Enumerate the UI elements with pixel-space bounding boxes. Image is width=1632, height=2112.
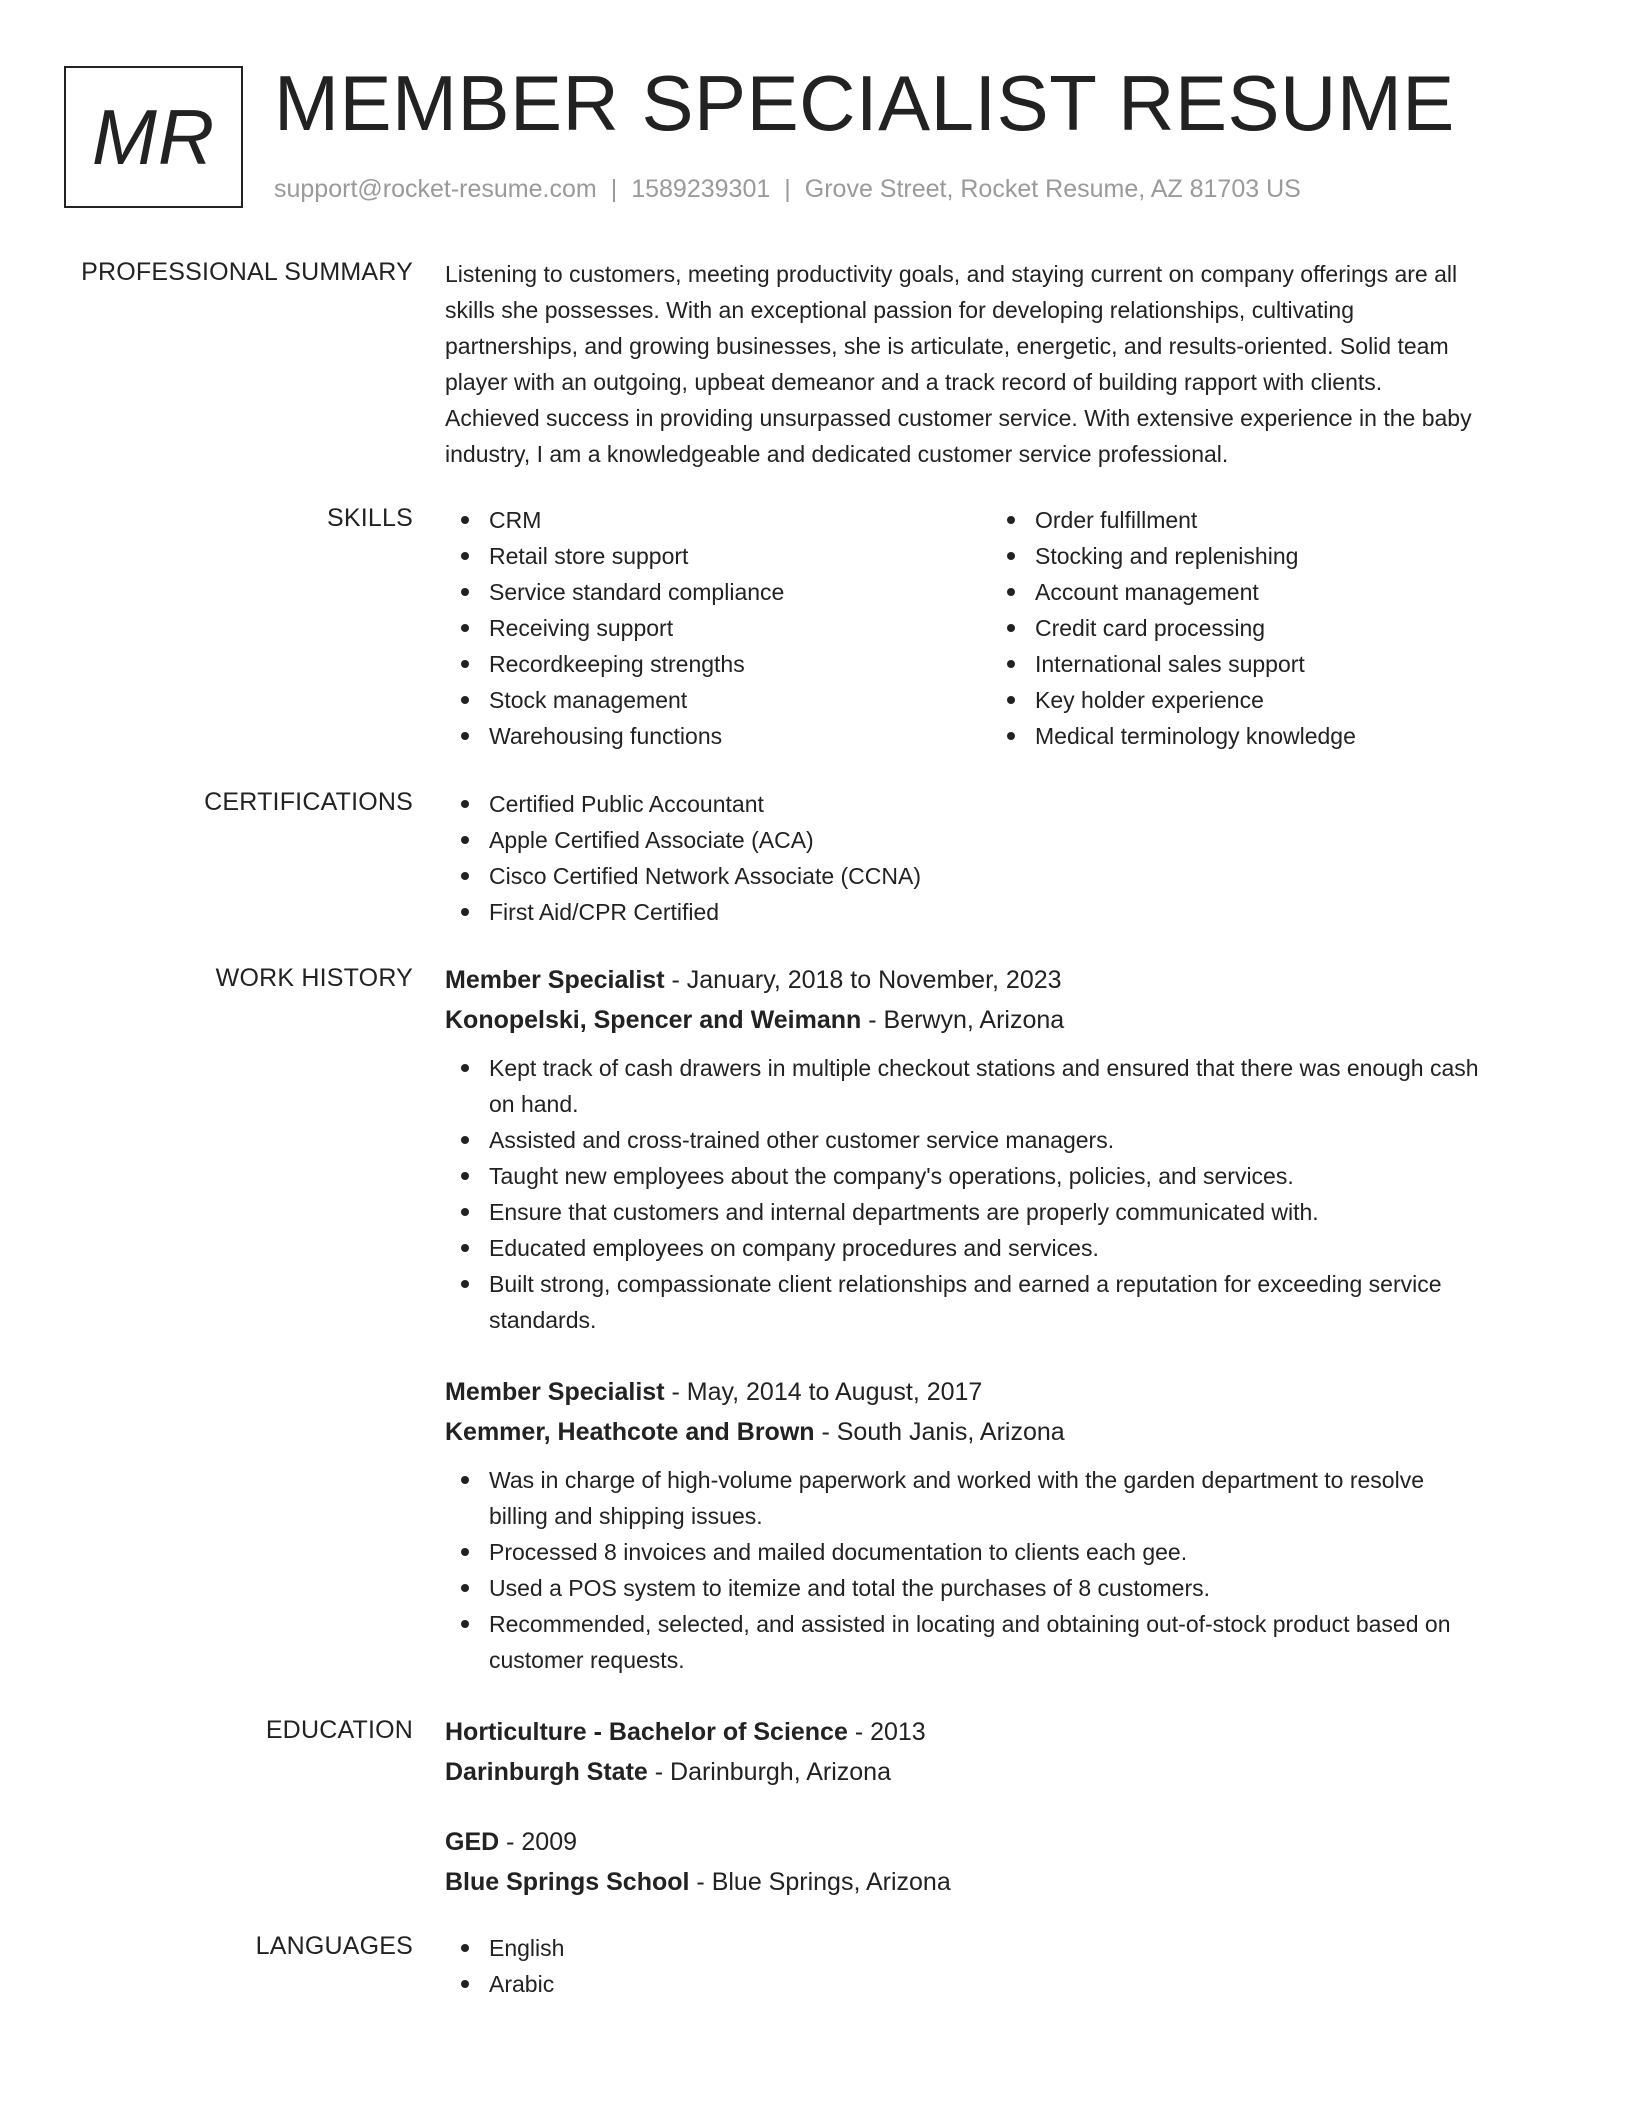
degree-year: - 2013 xyxy=(847,1718,926,1746)
job-dates: - May, 2014 to August, 2017 xyxy=(664,1378,983,1406)
job-company-line xyxy=(445,1412,1565,1452)
skill-item: Stocking and replenishing xyxy=(991,538,1356,574)
degree-year: - 2009 xyxy=(499,1828,578,1856)
summary-line: partnerships, and growing businesses, she is articulate, energetic, and results-oriented. Solid team xyxy=(445,333,1449,359)
degree-line xyxy=(445,1712,1565,1752)
contact-line xyxy=(274,175,1301,204)
job-duty xyxy=(445,1606,1565,1678)
duty-line: Was in charge of high-volume paperwork and worked with the garden department to resolve xyxy=(489,1467,1424,1493)
degree: GED xyxy=(445,1828,500,1856)
certification-item: Certified Public Accountant xyxy=(445,786,1565,822)
duty-line: standards. xyxy=(489,1307,597,1333)
duty-line: Recommended, selected, and assisted in locating and obtaining out-of-stock product based on xyxy=(489,1611,1451,1637)
summary-line: skills she possesses. With an exceptional passion for developing relationships, cultivating xyxy=(445,297,1354,323)
job-duty: Taught new employees about the company's operations, policies, and services. xyxy=(445,1158,1565,1194)
skill-item: Recordkeeping strengths xyxy=(445,646,784,682)
languages-list xyxy=(445,1930,1565,2002)
skill-item: Service standard compliance xyxy=(445,574,784,610)
skill-item: International sales support xyxy=(991,646,1356,682)
summary-line: player with an outgoing, upbeat demeanor and a track record of building rapport with clients. xyxy=(445,369,1383,395)
school-line xyxy=(445,1862,1565,1902)
job-duty xyxy=(445,1050,1565,1122)
job-duty: Used a POS system to itemize and total the purchases of 8 customers. xyxy=(445,1570,1565,1606)
contact-email[interactable]: support@rocket-resume.com xyxy=(274,175,597,203)
job-entry xyxy=(445,960,1565,1338)
skills-list xyxy=(445,502,1565,762)
skill-item: Retail store support xyxy=(445,538,784,574)
contact-separator: | xyxy=(610,175,618,203)
school: Darinburgh State xyxy=(445,1758,648,1786)
language-item: English xyxy=(445,1930,1565,1966)
job-duties xyxy=(445,1462,1565,1678)
skill-item: Medical terminology knowledge xyxy=(991,718,1356,754)
job-company: Kemmer, Heathcote and Brown xyxy=(445,1418,815,1446)
job-duty: Educated employees on company procedures and services. xyxy=(445,1230,1565,1266)
degree-line xyxy=(445,1822,1565,1862)
monogram-initials: MR xyxy=(91,92,216,181)
school-location: - Blue Springs, Arizona xyxy=(689,1868,951,1896)
skill-item: Key holder experience xyxy=(991,682,1356,718)
certification-item: Cisco Certified Network Associate (CCNA) xyxy=(445,858,1565,894)
job-title: Member Specialist xyxy=(445,1378,665,1406)
job-duty xyxy=(445,1462,1565,1534)
job-duties xyxy=(445,1050,1565,1338)
job-duty xyxy=(445,1266,1565,1338)
skill-item: Order fulfillment xyxy=(991,502,1356,538)
skill-item: CRM xyxy=(445,502,784,538)
section-label-work-history: WORK HISTORY xyxy=(215,964,413,992)
skill-item: Account management xyxy=(991,574,1356,610)
skill-item: Warehousing functions xyxy=(445,718,784,754)
job-title-line xyxy=(445,1372,1565,1412)
degree: Horticulture - Bachelor of Science xyxy=(445,1718,848,1746)
section-label-certifications: CERTIFICATIONS xyxy=(204,788,413,816)
job-duty: Processed 8 invoices and mailed documentation to clients each gee. xyxy=(445,1534,1565,1570)
duty-line: Built strong, compassionate client relationships and earned a reputation for exceeding service xyxy=(489,1271,1442,1297)
school-location: - Darinburgh, Arizona xyxy=(647,1758,891,1786)
summary-line: industry, I am a knowledgeable and dedicated customer service professional. xyxy=(445,441,1229,467)
duty-line: billing and shipping issues. xyxy=(489,1503,763,1529)
certifications-list xyxy=(445,786,1565,930)
section-label-skills: SKILLS xyxy=(327,504,413,532)
job-duty: Assisted and cross-trained other customer service managers. xyxy=(445,1122,1565,1158)
job-company-line xyxy=(445,1000,1565,1040)
job-dates: - January, 2018 to November, 2023 xyxy=(664,966,1062,994)
section-label-education: EDUCATION xyxy=(265,1716,413,1744)
duty-line: customer requests. xyxy=(489,1647,685,1673)
school: Blue Springs School xyxy=(445,1868,690,1896)
summary-line: Listening to customers, meeting productivity goals, and staying current on company offerings are all xyxy=(445,261,1458,287)
summary-text xyxy=(445,256,1565,472)
duty-line: Kept track of cash drawers in multiple checkout stations and ensured that there was enough cash xyxy=(489,1055,1479,1081)
job-title: Member Specialist xyxy=(445,966,665,994)
job-entry xyxy=(445,1372,1565,1678)
contact-separator: | xyxy=(784,175,791,203)
skill-item: Receiving support xyxy=(445,610,784,646)
duty-line: on hand. xyxy=(489,1091,579,1117)
job-location: - South Janis, Arizona xyxy=(814,1418,1065,1446)
job-company: Konopelski, Spencer and Weimann xyxy=(445,1006,862,1034)
school-line xyxy=(445,1752,1565,1792)
section-label-languages: LANGUAGES xyxy=(255,1932,413,1960)
contact-address: Grove Street, Rocket Resume, AZ 81703 US xyxy=(804,175,1301,203)
certification-item: First Aid/CPR Certified xyxy=(445,894,1565,930)
section-label-summary: PROFESSIONAL SUMMARY xyxy=(81,258,413,286)
job-title-line xyxy=(445,960,1565,1000)
certification-item: Apple Certified Associate (ACA) xyxy=(445,822,1565,858)
contact-phone[interactable]: 1589239301 xyxy=(631,175,771,203)
job-location: - Berwyn, Arizona xyxy=(861,1006,1065,1034)
skills-column-right xyxy=(991,502,1356,754)
summary-line: Achieved success in providing unsurpassed customer service. With extensive experience in the baby xyxy=(445,405,1472,431)
job-duty: Ensure that customers and internal departments are properly communicated with. xyxy=(445,1194,1565,1230)
monogram-box xyxy=(64,66,243,208)
education-entry xyxy=(445,1822,1565,1902)
skill-item: Credit card processing xyxy=(991,610,1356,646)
resume-title: MEMBER SPECIALIST RESUME xyxy=(274,59,1455,147)
skill-item: Stock management xyxy=(445,682,784,718)
language-item: Arabic xyxy=(445,1966,1565,2002)
skills-column-left xyxy=(445,502,784,754)
education-entry xyxy=(445,1712,1565,1792)
